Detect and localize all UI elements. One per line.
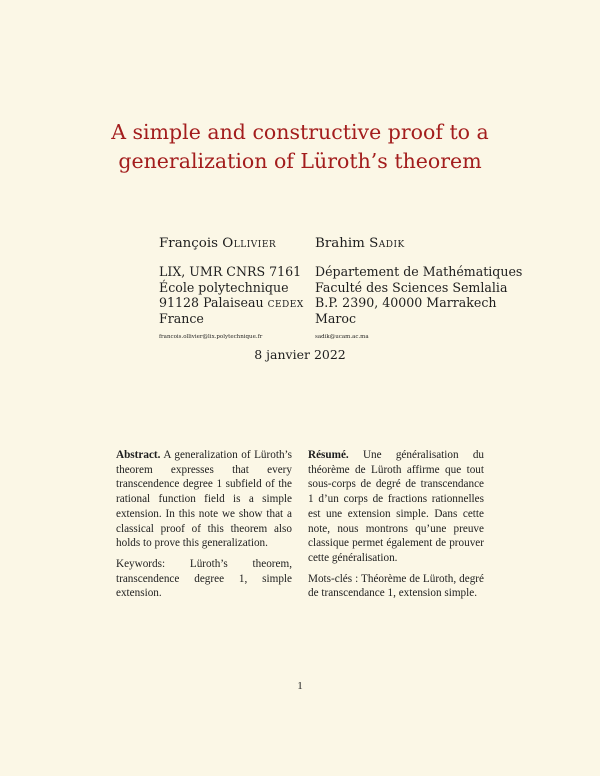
resume-paragraph bbox=[308, 448, 484, 566]
cedex-text: cedex bbox=[267, 295, 304, 311]
paper-title bbox=[0, 118, 600, 176]
author-last-name: Ollivier bbox=[222, 236, 277, 251]
address-line: B.P. 2390, 40000 Marrakech bbox=[315, 295, 497, 311]
page-number: 1 bbox=[297, 680, 303, 692]
address-line: Département de Mathématiques bbox=[315, 264, 523, 279]
address-line: Maroc bbox=[315, 310, 357, 326]
abstract-paragraph bbox=[116, 448, 292, 551]
abstract-french bbox=[308, 448, 484, 601]
author-address bbox=[159, 264, 304, 326]
abstract-text: A generalization of Lüroth’s theorem expresses that every transcendence degree 1 subfield of the rational function field is a simple extension. In this note we show that a classical proof of this theorem also holds to prove this generalization. bbox=[116, 449, 292, 550]
address-line-text: 91128 Palaiseau cedex bbox=[159, 295, 304, 311]
author-name bbox=[159, 236, 304, 252]
title-line-2: generalization of Lüroth’s theorem bbox=[118, 149, 482, 173]
author-address bbox=[315, 264, 522, 326]
keywords-french: Mots-clés : Théorème de Lüroth, degré de transcendance 1, extension simple. bbox=[308, 572, 484, 600]
title-line-1: A simple and constructive proof to a bbox=[111, 120, 489, 144]
abstract-english bbox=[116, 448, 292, 601]
address-line: France bbox=[159, 310, 204, 326]
address-line: Faculté des Sciences Semlalia bbox=[315, 279, 508, 295]
author-first-name: François bbox=[159, 236, 219, 251]
author-block-sadik bbox=[315, 236, 522, 341]
address-line: LIX, UMR CNRS 7161 bbox=[159, 264, 302, 279]
abstract-label: Abstract. bbox=[116, 449, 161, 461]
author-name bbox=[315, 236, 522, 252]
author-last-name: Sadik bbox=[369, 236, 405, 251]
address-line: École polytechnique bbox=[159, 279, 289, 295]
keywords-english: Keywords: Lüroth’s theorem, transcendence degree 1, simple extension. bbox=[116, 557, 292, 600]
date: 8 janvier 2022 bbox=[254, 347, 346, 362]
address-line bbox=[159, 295, 304, 311]
resume-text: Une généralisation du théorème de Lüroth affirme que tout sous-corps de degré de transcendance 1 d’un corps de fractions rationnelles est une extension simple. Dans cette note, nous montrons qu’une preuve classique permet également de prouver cette généralisation. bbox=[308, 449, 485, 564]
resume-label: Résumé. bbox=[308, 449, 349, 461]
author-email: sadik@ucam.ac.ma bbox=[315, 334, 369, 341]
author-email: francois.ollivier@lix.polytechnique.fr bbox=[159, 334, 263, 341]
author-first-name: Brahim bbox=[315, 236, 365, 251]
author-block-ollivier bbox=[159, 236, 304, 341]
